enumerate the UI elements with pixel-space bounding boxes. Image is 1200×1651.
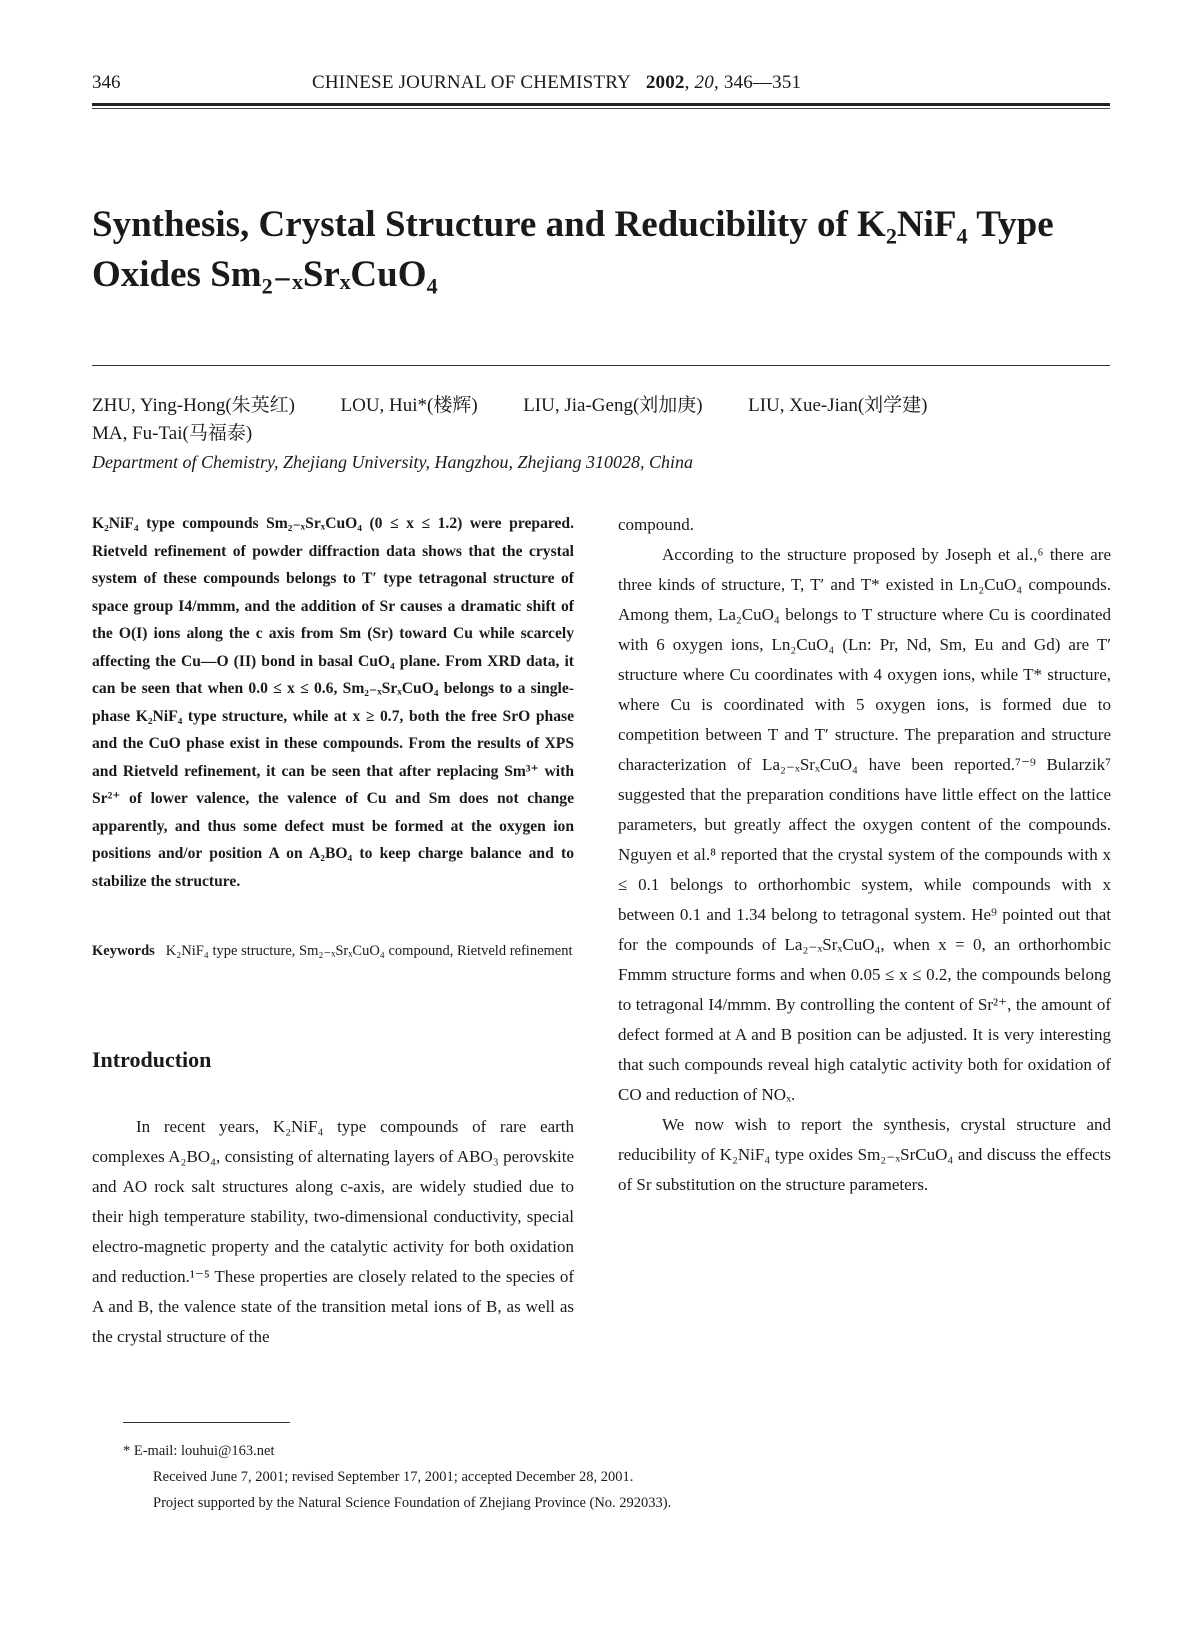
author-2: LOU, Hui*(楼辉): [340, 395, 478, 416]
running-header: [92, 72, 1110, 94]
keywords-text: K₂NiF₄ type structure, Sm₂₋ₓSrₓCuO₄ compound, Rietveld refinement: [165, 943, 573, 959]
header-rule: [92, 103, 1110, 106]
footnote-email: * E-mail: louhui@163.net: [123, 1443, 275, 1459]
journal-year: 2002: [645, 72, 685, 93]
footnote-project: Project supported by the Natural Science Foundation of Zhejiang Province (No. 292033).: [153, 1495, 672, 1511]
keywords-label: Keywords: [92, 943, 155, 959]
introduction-body: [92, 1112, 574, 1352]
author-3: LIU, Jia-Geng(刘加庚): [523, 395, 703, 416]
footnotes: [123, 1438, 1023, 1516]
paper-title: [92, 200, 1112, 300]
author-list: [92, 392, 1112, 448]
journal-citation: CHINESE JOURNAL OF CHEMISTRY 2002, 20, 346—351: [312, 72, 802, 93]
page-number: 346: [92, 72, 121, 93]
title-rule: [92, 365, 1110, 366]
journal-name: CHINESE JOURNAL OF CHEMISTRY: [312, 72, 631, 93]
author-1: ZHU, Ying-Hong(朱英红): [92, 395, 295, 416]
section-heading-introduction: Introduction: [92, 1047, 212, 1072]
author-5: MA, Fu-Tai(马福泰): [92, 423, 253, 444]
paragraph: In recent years, K₂NiF₄ type compounds of rare earth complexes A₂BO₄, consisting of alternating layers of ABO₃ perovskite and AO rock salt structures along c-axis, are widely studied due to their high temperature stability, two-dimensional conductivity, special electro-magnetic property and the catalytic activity for both oxidation and reduction.¹⁻⁵ These properties are closely related to the species of A and B, the valence state of the transition metal ions of B, as well as the crystal structure of the: [92, 1117, 574, 1346]
keywords: [92, 938, 574, 965]
title-line-2: Oxides Sm₂₋ₓSrₓCuO₄: [92, 254, 438, 295]
affiliation: Department of Chemistry, Zhejiang University, Hangzhou, Zhejiang 310028, China: [92, 452, 693, 472]
title-line-1: Synthesis, Crystal Structure and Reducibility of K₂NiF₄ Type: [92, 204, 1054, 245]
journal-volume: 20: [694, 72, 714, 93]
paragraph: We now wish to report the synthesis, crystal structure and reducibility of K₂NiF₄ type oxides Sm₂₋ₓSrCuO₄ and discuss the effects of Sr substitution on the structure parameters.: [618, 1115, 1111, 1194]
footnote-received: Received June 7, 2001; revised September 17, 2001; accepted December 28, 2001.: [153, 1469, 634, 1485]
author-4: LIU, Xue-Jian(刘学建): [748, 395, 928, 416]
abstract: K₂NiF₄ type compounds Sm₂₋ₓSrₓCuO₄ (0 ≤ x ≤ 1.2) were prepared. Rietveld refinement of powder diffraction data shows that the crystal system of these compounds belongs to T′ type tetragonal structure of space group I4/mmm, and the addition of Sr causes a dramatic shift of the O(I) ions along the c axis from Sm (Sr) toward Cu while scarcely affecting the Cu—O (II) bond in basal CuO₄ plane. From XRD data, it can be seen that when 0.0 ≤ x ≤ 0.6, Sm₂₋ₓSrₓCuO₄ belongs to a single-phase K₂NiF₄ type structure, while at x ≥ 0.7, both the free SrO phase and the CuO phase exist in these compounds. From the results of XPS and Rietveld refinement, it can be seen that after replacing Sm³⁺ with Sr²⁺ of lower valence, the valence of Cu and Sm does not change apparently, and thus some defect must be formed at the oxygen ion positions and/or position A on A₂BO₄ to keep charge balance and to stabilize the structure.: [92, 515, 574, 890]
journal-pages: 346—351: [723, 72, 802, 93]
paragraph: According to the structure proposed by Joseph et al.,⁶ there are three kinds of structure, T, T′ and T* existed in Ln₂CuO₄ compounds. Among them, La₂CuO₄ belongs to T structure where Cu is coordinated with 6 oxygen ions, Ln₂CuO₄ (Ln: Pr, Nd, Sm, Eu and Gd) are T′ structure where Cu coordinates with 4 oxygen ions, while T* structure, where Cu is coordinated with 5 oxygen ions, is formed due to competition between T and T′ structure. The preparation and structure characterization of La₂₋ₓSrₓCuO₄ have been reported.⁷⁻⁹ Bularzik⁷ suggested that the preparation conditions have little effect on the lattice parameters, but greatly affect the oxygen content of the compounds. Nguyen et al.⁸ reported that the crystal system of the compounds with x ≤ 0.1 belongs to orthorhombic system, while compounds with x between 0.1 and 1.34 belong to tetragonal system. He⁹ pointed out that for the compounds of La₂₋ₓSrₓCuO₄, when x = 0, an orthorhombic Fmmm structure forms and when 0.05 ≤ x ≤ 0.2, the compounds belong to tetragonal I4/mmm. By controlling the content of Sr²⁺, the amount of defect formed at A and B position can be adjusted. It is very interesting that such compounds reveal high catalytic activity both for oxidation of CO and reduction of NOₓ.: [618, 545, 1111, 1104]
paragraph: compound.: [618, 515, 695, 534]
header-rule-thin: [92, 108, 1110, 109]
right-column: [618, 510, 1111, 1200]
footnote-rule: [123, 1422, 290, 1423]
